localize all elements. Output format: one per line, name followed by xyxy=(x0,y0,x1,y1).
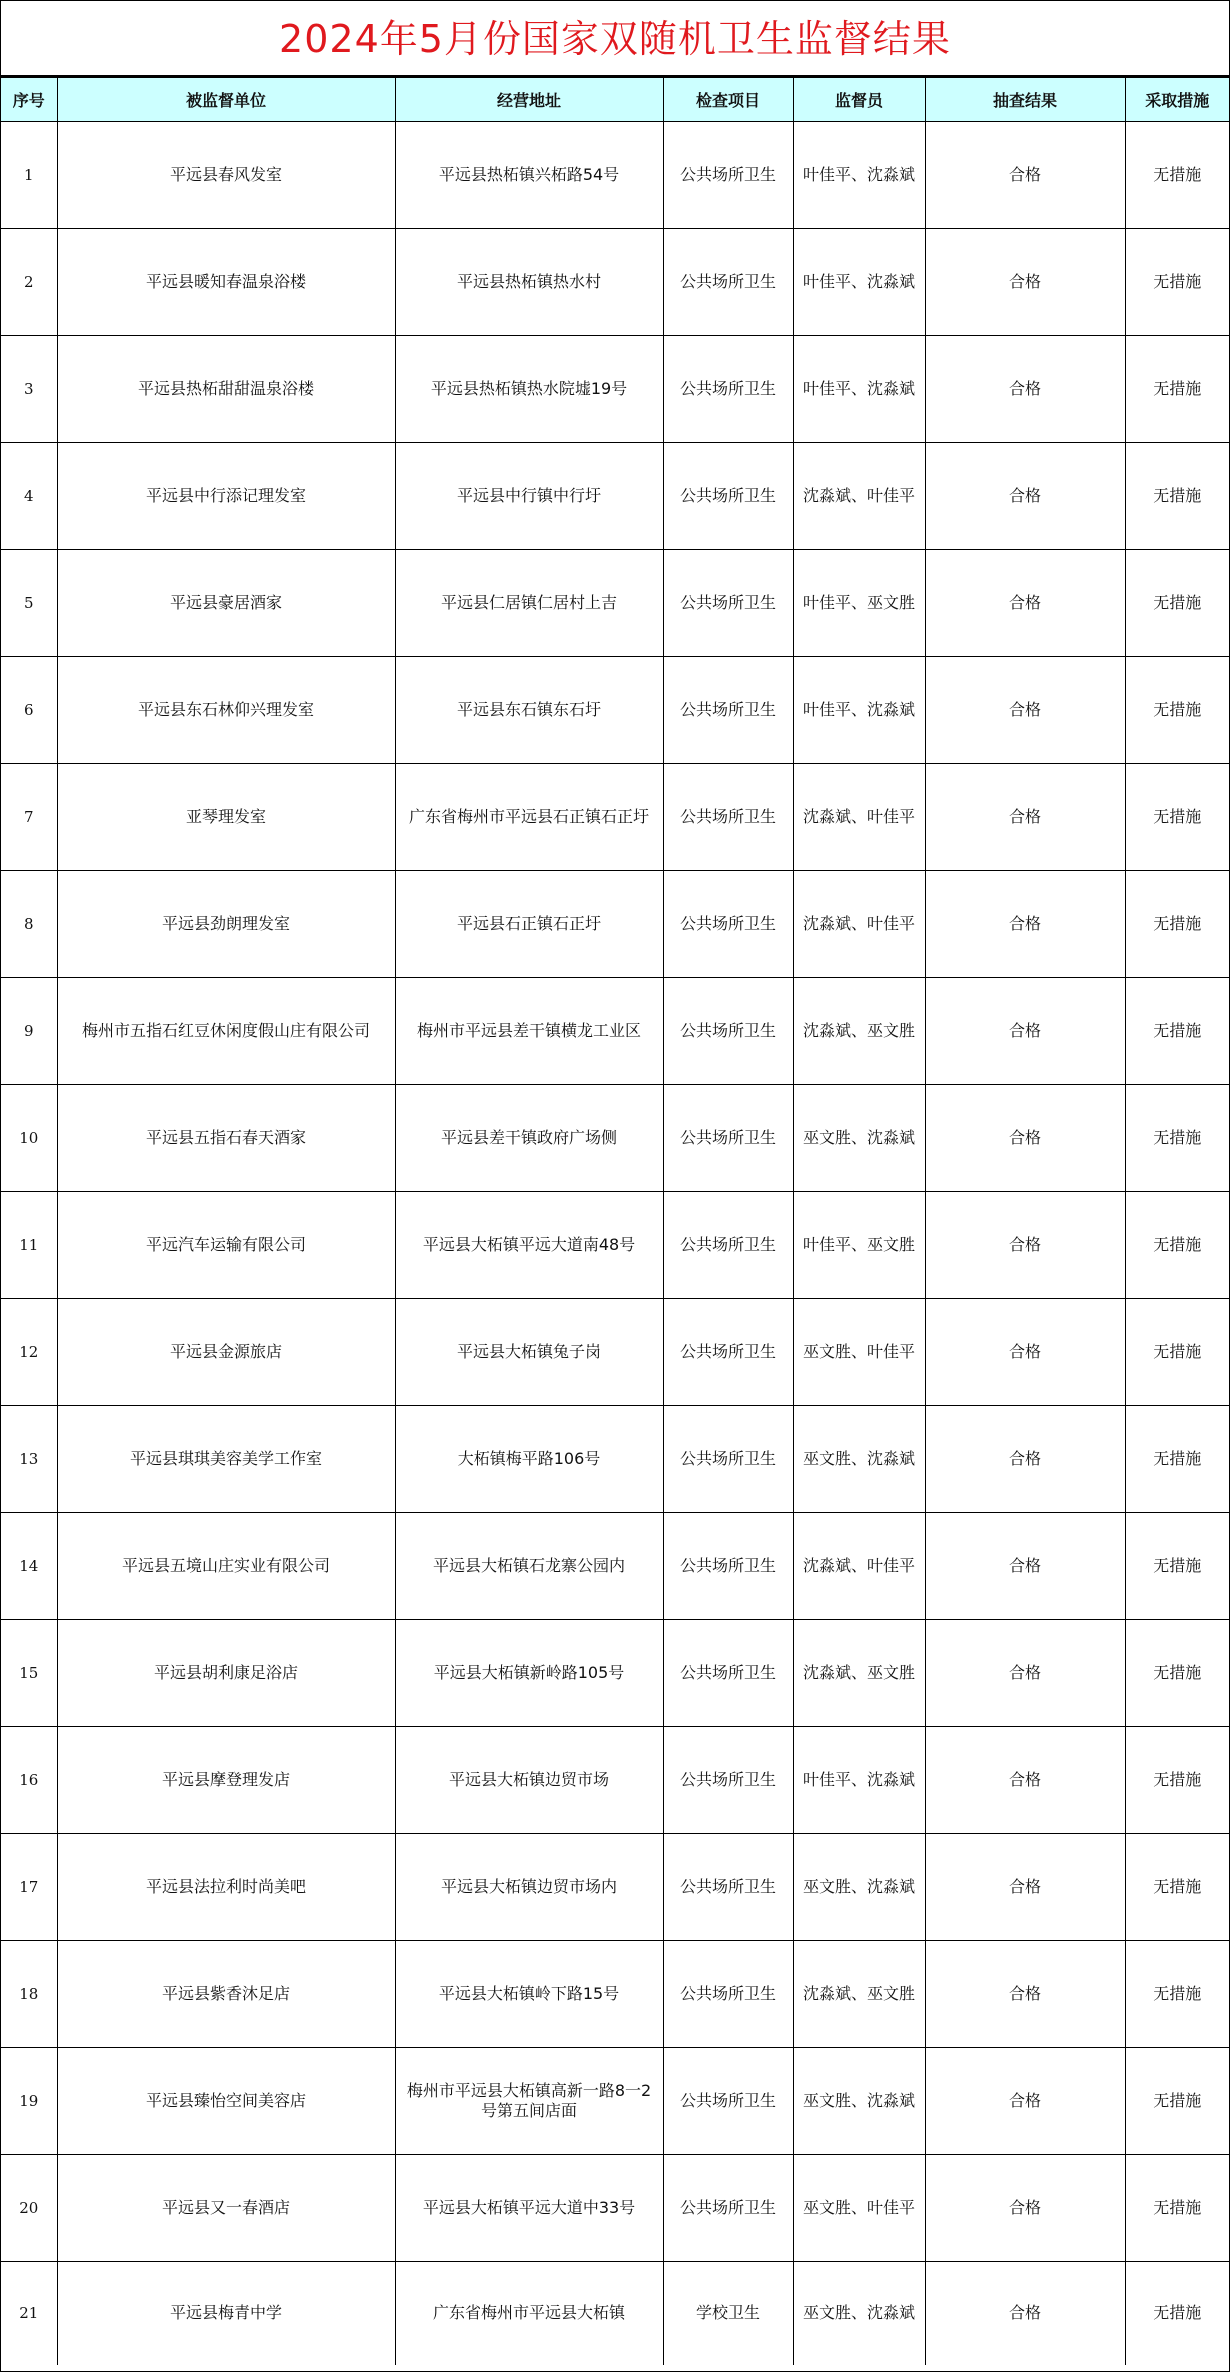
cell-result: 合格 xyxy=(925,1085,1125,1192)
table-row xyxy=(1,1513,1229,1620)
cell-inspector: 叶佳平、巫文胜 xyxy=(793,550,925,657)
cell-index: 21 xyxy=(1,2262,57,2365)
cell-index: 13 xyxy=(1,1406,57,1513)
cell-unit: 亚琴理发室 xyxy=(57,764,395,871)
cell-index: 18 xyxy=(1,1941,57,2048)
cell-measure: 无措施 xyxy=(1125,1192,1229,1299)
cell-address: 平远县中行镇中行圩 xyxy=(395,443,663,550)
cell-item: 公共场所卫生 xyxy=(663,2155,793,2262)
cell-inspector: 巫文胜、沈淼斌 xyxy=(793,1834,925,1941)
cell-unit: 梅州市五指石红豆休闲度假山庄有限公司 xyxy=(57,978,395,1085)
cell-item: 公共场所卫生 xyxy=(663,657,793,764)
cell-address: 平远县大柘镇边贸市场 xyxy=(395,1727,663,1834)
cell-address: 广东省梅州市平远县大柘镇 xyxy=(395,2262,663,2365)
cell-measure: 无措施 xyxy=(1125,2155,1229,2262)
cell-result: 合格 xyxy=(925,1620,1125,1727)
cell-inspector: 叶佳平、沈淼斌 xyxy=(793,229,925,336)
cell-unit: 平远县劲朗理发室 xyxy=(57,871,395,978)
cell-address: 平远县差干镇政府广场侧 xyxy=(395,1085,663,1192)
cell-index: 16 xyxy=(1,1727,57,1834)
cell-address: 梅州市平远县差干镇横龙工业区 xyxy=(395,978,663,1085)
cell-measure: 无措施 xyxy=(1125,657,1229,764)
cell-result: 合格 xyxy=(925,336,1125,443)
cell-measure: 无措施 xyxy=(1125,2262,1229,2365)
cell-result: 合格 xyxy=(925,1727,1125,1834)
table-row xyxy=(1,1941,1229,2048)
page-title: 2024年5月份国家双随机卫生监督结果 xyxy=(1,1,1229,77)
cell-result: 合格 xyxy=(925,978,1125,1085)
cell-unit: 平远县热柘甜甜温泉浴楼 xyxy=(57,336,395,443)
table-row xyxy=(1,1834,1229,1941)
cell-result: 合格 xyxy=(925,2155,1125,2262)
cell-inspector: 沈淼斌、叶佳平 xyxy=(793,764,925,871)
cell-unit: 平远县五指石春天酒家 xyxy=(57,1085,395,1192)
cell-unit: 平远县暖知春温泉浴楼 xyxy=(57,229,395,336)
cell-result: 合格 xyxy=(925,1192,1125,1299)
cell-item: 公共场所卫生 xyxy=(663,1620,793,1727)
cell-unit: 平远县豪居酒家 xyxy=(57,550,395,657)
cell-index: 15 xyxy=(1,1620,57,1727)
cell-measure: 无措施 xyxy=(1125,1620,1229,1727)
cell-result: 合格 xyxy=(925,443,1125,550)
cell-measure: 无措施 xyxy=(1125,2048,1229,2155)
cell-result: 合格 xyxy=(925,1834,1125,1941)
cell-item: 公共场所卫生 xyxy=(663,764,793,871)
cell-inspector: 叶佳平、巫文胜 xyxy=(793,1192,925,1299)
table-row xyxy=(1,871,1229,978)
table-row xyxy=(1,2155,1229,2262)
cell-inspector: 沈淼斌、巫文胜 xyxy=(793,1620,925,1727)
cell-address: 大柘镇梅平路106号 xyxy=(395,1406,663,1513)
cell-unit: 平远县东石林仰兴理发室 xyxy=(57,657,395,764)
cell-measure: 无措施 xyxy=(1125,336,1229,443)
cell-unit: 平远县五境山庄实业有限公司 xyxy=(57,1513,395,1620)
cell-unit: 平远县紫香沐足店 xyxy=(57,1941,395,2048)
cell-result: 合格 xyxy=(925,229,1125,336)
header-unit: 被监督单位 xyxy=(57,78,395,122)
cell-item: 公共场所卫生 xyxy=(663,1727,793,1834)
header-row xyxy=(1,78,1229,122)
cell-index: 7 xyxy=(1,764,57,871)
table-row xyxy=(1,229,1229,336)
cell-address: 平远县大柘镇平远大道南48号 xyxy=(395,1192,663,1299)
cell-result: 合格 xyxy=(925,1406,1125,1513)
table-row xyxy=(1,1192,1229,1299)
cell-inspector: 叶佳平、沈淼斌 xyxy=(793,657,925,764)
cell-result: 合格 xyxy=(925,2048,1125,2155)
cell-inspector: 沈淼斌、叶佳平 xyxy=(793,443,925,550)
table-row xyxy=(1,657,1229,764)
cell-address: 平远县大柘镇岭下路15号 xyxy=(395,1941,663,2048)
cell-address: 平远县大柘镇石龙寨公园内 xyxy=(395,1513,663,1620)
cell-result: 合格 xyxy=(925,1941,1125,2048)
cell-address: 平远县大柘镇平远大道中33号 xyxy=(395,2155,663,2262)
cell-item: 公共场所卫生 xyxy=(663,229,793,336)
table-row xyxy=(1,443,1229,550)
cell-unit: 平远县琪琪美容美学工作室 xyxy=(57,1406,395,1513)
cell-measure: 无措施 xyxy=(1125,1941,1229,2048)
table-row xyxy=(1,1620,1229,1727)
table-row xyxy=(1,764,1229,871)
cell-result: 合格 xyxy=(925,1513,1125,1620)
cell-index: 4 xyxy=(1,443,57,550)
results-table xyxy=(1,77,1229,2365)
cell-inspector: 沈淼斌、巫文胜 xyxy=(793,978,925,1085)
cell-address: 平远县东石镇东石圩 xyxy=(395,657,663,764)
cell-inspector: 巫文胜、叶佳平 xyxy=(793,1299,925,1406)
cell-address: 广东省梅州市平远县石正镇石正圩 xyxy=(395,764,663,871)
cell-result: 合格 xyxy=(925,2262,1125,2365)
cell-result: 合格 xyxy=(925,550,1125,657)
cell-item: 公共场所卫生 xyxy=(663,443,793,550)
cell-item: 公共场所卫生 xyxy=(663,336,793,443)
cell-result: 合格 xyxy=(925,764,1125,871)
cell-index: 20 xyxy=(1,2155,57,2262)
header-result: 抽查结果 xyxy=(925,78,1125,122)
cell-index: 5 xyxy=(1,550,57,657)
cell-item: 公共场所卫生 xyxy=(663,1299,793,1406)
cell-measure: 无措施 xyxy=(1125,443,1229,550)
cell-inspector: 叶佳平、沈淼斌 xyxy=(793,1727,925,1834)
cell-index: 19 xyxy=(1,2048,57,2155)
cell-inspector: 沈淼斌、叶佳平 xyxy=(793,1513,925,1620)
header-address: 经营地址 xyxy=(395,78,663,122)
cell-inspector: 巫文胜、沈淼斌 xyxy=(793,2262,925,2365)
cell-index: 3 xyxy=(1,336,57,443)
cell-inspector: 沈淼斌、巫文胜 xyxy=(793,1941,925,2048)
cell-inspector: 叶佳平、沈淼斌 xyxy=(793,122,925,229)
cell-item: 公共场所卫生 xyxy=(663,1085,793,1192)
cell-index: 12 xyxy=(1,1299,57,1406)
table-row xyxy=(1,1727,1229,1834)
cell-measure: 无措施 xyxy=(1125,1834,1229,1941)
cell-inspector: 沈淼斌、叶佳平 xyxy=(793,871,925,978)
cell-address: 平远县大柘镇边贸市场内 xyxy=(395,1834,663,1941)
cell-result: 合格 xyxy=(925,657,1125,764)
cell-result: 合格 xyxy=(925,1299,1125,1406)
table-row xyxy=(1,336,1229,443)
cell-unit: 平远县金源旅店 xyxy=(57,1299,395,1406)
cell-measure: 无措施 xyxy=(1125,1085,1229,1192)
cell-result: 合格 xyxy=(925,871,1125,978)
cell-item: 公共场所卫生 xyxy=(663,871,793,978)
table-row xyxy=(1,550,1229,657)
cell-result: 合格 xyxy=(925,122,1125,229)
cell-item: 公共场所卫生 xyxy=(663,978,793,1085)
cell-unit: 平远汽车运输有限公司 xyxy=(57,1192,395,1299)
cell-index: 14 xyxy=(1,1513,57,1620)
table-row xyxy=(1,1085,1229,1192)
cell-measure: 无措施 xyxy=(1125,1406,1229,1513)
cell-item: 公共场所卫生 xyxy=(663,1834,793,1941)
cell-measure: 无措施 xyxy=(1125,122,1229,229)
cell-address: 平远县仁居镇仁居村上吉 xyxy=(395,550,663,657)
cell-measure: 无措施 xyxy=(1125,229,1229,336)
cell-measure: 无措施 xyxy=(1125,764,1229,871)
cell-item: 公共场所卫生 xyxy=(663,1941,793,2048)
cell-address: 平远县热柘镇热水院墟19号 xyxy=(395,336,663,443)
cell-index: 2 xyxy=(1,229,57,336)
header-inspector: 监督员 xyxy=(793,78,925,122)
cell-index: 10 xyxy=(1,1085,57,1192)
cell-unit: 平远县臻怡空间美容店 xyxy=(57,2048,395,2155)
cell-unit: 平远县摩登理发店 xyxy=(57,1727,395,1834)
header-index: 序号 xyxy=(1,78,57,122)
cell-index: 6 xyxy=(1,657,57,764)
cell-measure: 无措施 xyxy=(1125,1299,1229,1406)
cell-measure: 无措施 xyxy=(1125,550,1229,657)
cell-address: 平远县热柘镇兴柘路54号 xyxy=(395,122,663,229)
cell-index: 11 xyxy=(1,1192,57,1299)
cell-index: 17 xyxy=(1,1834,57,1941)
cell-index: 9 xyxy=(1,978,57,1085)
cell-unit: 平远县梅青中学 xyxy=(57,2262,395,2365)
table-row xyxy=(1,122,1229,229)
cell-index: 1 xyxy=(1,122,57,229)
cell-unit: 平远县中行添记理发室 xyxy=(57,443,395,550)
cell-index: 8 xyxy=(1,871,57,978)
cell-item: 公共场所卫生 xyxy=(663,1192,793,1299)
cell-address: 平远县热柘镇热水村 xyxy=(395,229,663,336)
cell-inspector: 叶佳平、沈淼斌 xyxy=(793,336,925,443)
cell-item: 公共场所卫生 xyxy=(663,1406,793,1513)
cell-unit: 平远县春风发室 xyxy=(57,122,395,229)
cell-measure: 无措施 xyxy=(1125,978,1229,1085)
cell-address: 平远县大柘镇兔子岗 xyxy=(395,1299,663,1406)
cell-unit: 平远县又一春酒店 xyxy=(57,2155,395,2262)
cell-unit: 平远县法拉利时尚美吧 xyxy=(57,1834,395,1941)
table-body xyxy=(1,122,1229,2365)
cell-inspector: 巫文胜、沈淼斌 xyxy=(793,2048,925,2155)
table-row xyxy=(1,2262,1229,2365)
cell-item: 公共场所卫生 xyxy=(663,122,793,229)
cell-item: 公共场所卫生 xyxy=(663,2048,793,2155)
table-row xyxy=(1,1406,1229,1513)
cell-address: 平远县石正镇石正圩 xyxy=(395,871,663,978)
cell-address: 梅州市平远县大柘镇高新一路8一2号第五间店面 xyxy=(395,2048,663,2155)
table-row xyxy=(1,978,1229,1085)
cell-item: 公共场所卫生 xyxy=(663,1513,793,1620)
header-item: 检查项目 xyxy=(663,78,793,122)
cell-item: 学校卫生 xyxy=(663,2262,793,2365)
header-measure: 采取措施 xyxy=(1125,78,1229,122)
cell-measure: 无措施 xyxy=(1125,871,1229,978)
cell-address: 平远县大柘镇新岭路105号 xyxy=(395,1620,663,1727)
cell-measure: 无措施 xyxy=(1125,1513,1229,1620)
cell-unit: 平远县胡利康足浴店 xyxy=(57,1620,395,1727)
cell-inspector: 巫文胜、叶佳平 xyxy=(793,2155,925,2262)
cell-inspector: 巫文胜、沈淼斌 xyxy=(793,1085,925,1192)
cell-measure: 无措施 xyxy=(1125,1727,1229,1834)
cell-inspector: 巫文胜、沈淼斌 xyxy=(793,1406,925,1513)
table-row xyxy=(1,2048,1229,2155)
table-row xyxy=(1,1299,1229,1406)
cell-item: 公共场所卫生 xyxy=(663,550,793,657)
